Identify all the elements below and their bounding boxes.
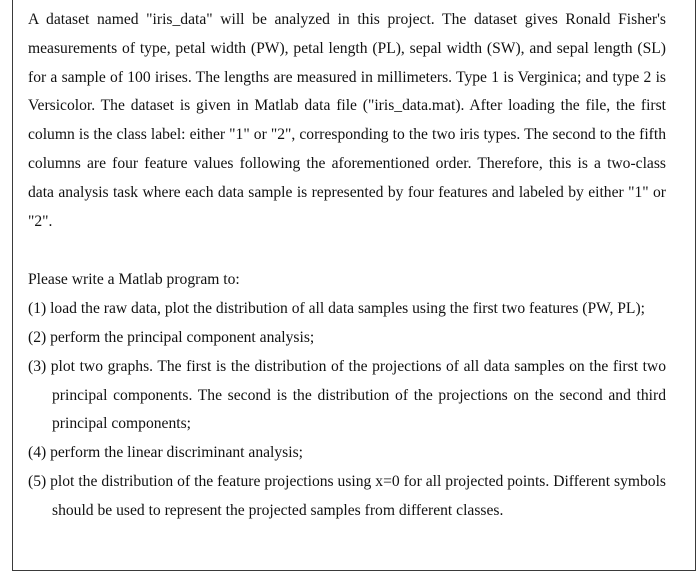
intro-paragraph: A dataset named "iris_data" will be analyzed in this project. The dataset gives Ronald Fisher's measurements of type, petal width (PW), petal length (PL), sepal width (SW), and sepal length (SL) for a sample of 100 irises. The lengths are measured in millimeters. Type 1 is Verginica; and type 2 is Versicolor. The dataset is given in Matlab data file ("iris_data.mat). After loading the file, the first column is the class label: either "1" or "2", corresponding to the two iris types. The second to the fifth columns are four feature values following the aforementioned order. Therefore, this is a two-class data analysis task where each data sample is represented by four features and labeled by either "1" or "2". (28, 11, 666, 230)
task-item-5: (5) plot the distribution of the feature projections using x=0 for all projected points. Different symbols should be used to represent the projected samples from different classes. (28, 472, 666, 519)
task-list (28, 295, 666, 525)
task-item-2: (2) perform the principal component analysis; (28, 328, 315, 346)
paragraph-spacer (28, 236, 666, 266)
instruction-prompt: Please write a Matlab program to: (28, 271, 240, 289)
task-item-4: (4) perform the linear discriminant analysis; (28, 444, 303, 462)
task-item-3: (3) plot two graphs. The first is the distribution of the projections of all data samples on the first two principal components. The second is the distribution of the projections on the second and third principal components; (28, 357, 666, 433)
task-item-1: (1) load the raw data, plot the distribution of all data samples using the first two features (PW, PL); (28, 300, 645, 318)
document-body (28, 6, 666, 526)
